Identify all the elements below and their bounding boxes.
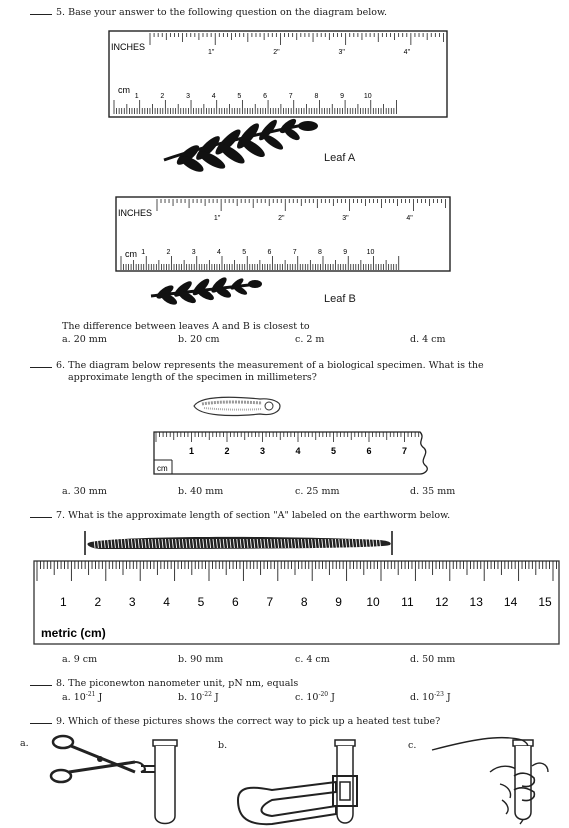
question-text: Base your answer to the following question on the diagram below. xyxy=(68,7,387,18)
cm-tick-label: 2 xyxy=(166,249,171,256)
leaf-b-label: Leaf B xyxy=(324,293,356,305)
ruler-tick-label: 7 xyxy=(266,595,274,609)
answer-blank[interactable] xyxy=(30,516,52,518)
ruler-tick-label: 10 xyxy=(366,595,380,609)
q7-option-a[interactable]: a. 9 cm xyxy=(62,654,98,665)
ruler-tick-label: 13 xyxy=(469,595,483,609)
question-6-prompt-line2: approximate length of the specimen in millimeters? xyxy=(68,372,317,383)
q9-option-a-label[interactable]: a. xyxy=(20,738,29,749)
question-9-prompt xyxy=(30,716,440,727)
cm-tick-label: 2 xyxy=(160,93,165,100)
ruler-tick-label: 1 xyxy=(188,446,195,456)
q5-option-b[interactable]: b. 20 cm xyxy=(178,334,220,345)
ruler-tick-label: 6 xyxy=(366,446,372,456)
q8-option-a[interactable]: a. $10^{-21}$ J xyxy=(62,691,103,704)
q9-option-c-label[interactable]: c. xyxy=(408,740,417,751)
cm-tick-label: 7 xyxy=(288,93,293,100)
question-text: What is the approximate length of section "A" labeled on the earthworm below. xyxy=(68,510,451,521)
answer-blank[interactable] xyxy=(30,722,52,724)
cm-tick-label: 4 xyxy=(211,93,216,100)
ruler-tick-label: 7 xyxy=(401,446,408,456)
cm-tick-label: 6 xyxy=(267,249,272,256)
leaf-b-image xyxy=(145,272,265,308)
answer-blank[interactable] xyxy=(30,366,52,368)
question-number: 5. xyxy=(56,7,66,18)
cm-tick-label: 6 xyxy=(263,93,268,100)
q6-option-b[interactable]: b. 40 mm xyxy=(178,486,224,497)
leaf-a-image xyxy=(158,100,328,180)
ruler-unit: cm xyxy=(157,464,168,473)
question-text: The piconewton nanometer unit, pN nm, equals xyxy=(68,678,299,689)
cm-tick-label: 5 xyxy=(237,93,242,100)
question-5-text: The difference between leaves A and B is closest to xyxy=(62,321,310,332)
ruler-tick-label: 5 xyxy=(197,595,205,609)
question-text: The diagram below represents the measurement of a biological specimen. What is the xyxy=(68,360,484,371)
inch-tick-label: 4" xyxy=(403,49,411,56)
ruler-tick-label: 12 xyxy=(435,595,449,609)
ruler-tick-label: 1 xyxy=(60,595,67,609)
question-number: 8. xyxy=(56,678,66,689)
answer-blank[interactable] xyxy=(30,13,52,15)
inches-label: INCHES xyxy=(118,208,153,218)
ruler-tick-label: 3 xyxy=(259,446,266,456)
leaf-a-label: Leaf A xyxy=(324,152,356,164)
q6-option-d[interactable]: d. 35 mm xyxy=(410,486,456,497)
cm-tick-label: 10 xyxy=(363,93,372,100)
question-8-prompt xyxy=(30,678,298,689)
cm-tick-label: 1 xyxy=(134,93,139,100)
q5-option-a[interactable]: a. 20 mm xyxy=(62,334,107,345)
question-number: 9. xyxy=(56,716,66,727)
ruler-tick-label: 15 xyxy=(538,595,552,609)
cm-label: cm xyxy=(125,249,137,259)
question-6-prompt xyxy=(30,360,484,371)
q8-option-b[interactable]: b. $10^{-22}$ J xyxy=(178,691,219,704)
ruler-unit-label: metric (cm) xyxy=(41,626,106,640)
cm-tick-label: 9 xyxy=(343,249,348,256)
cm-tick-label: 5 xyxy=(242,249,247,256)
cm-tick-label: 3 xyxy=(186,93,190,100)
ruler-tick-label: 2 xyxy=(224,446,230,456)
inches-label: INCHES xyxy=(111,42,146,52)
ruler-tick-label: 3 xyxy=(128,595,136,609)
metric-ruler xyxy=(33,560,563,646)
cm-tick-label: 3 xyxy=(191,249,196,256)
q5-option-c[interactable]: c. 2 m xyxy=(295,334,325,345)
q7-option-c[interactable]: c. 4 cm xyxy=(295,654,330,665)
ruler-tick-label: 2 xyxy=(94,595,102,609)
cm-tick-label: 1 xyxy=(141,249,146,256)
ruler-tick-label: 9 xyxy=(335,595,342,609)
q9-option-b-label[interactable]: b. xyxy=(218,740,228,751)
question-text: Which of these pictures shows the correct way to pick up a heated test tube? xyxy=(68,716,441,727)
cm-tick-label: 4 xyxy=(217,249,221,256)
answer-blank[interactable] xyxy=(30,684,52,686)
specimen-image xyxy=(190,392,286,422)
inch-tick-label: 1" xyxy=(208,49,215,56)
cm-tick-label: 7 xyxy=(292,249,297,256)
earthworm-image xyxy=(80,528,400,558)
inch-tick-label: 1" xyxy=(213,215,221,222)
ruler-tick-label: 5 xyxy=(330,446,337,456)
q7-option-d[interactable]: d. 50 mm xyxy=(410,654,456,665)
q6-option-a[interactable]: a. 30 mm xyxy=(62,486,107,497)
ruler-tick-label: 11 xyxy=(401,595,414,609)
ruler-tick-label: 8 xyxy=(300,595,308,609)
q9-picture-c-hand[interactable] xyxy=(430,732,562,828)
q5-option-d[interactable]: d. 4 cm xyxy=(410,334,446,345)
q8-option-c[interactable]: c. $10^{-20}$ J xyxy=(295,691,335,704)
inch-tick-label: 3" xyxy=(338,49,345,56)
ruler-tick-label: 6 xyxy=(232,595,239,609)
q9-picture-b-holder[interactable] xyxy=(232,736,372,828)
question-7-prompt xyxy=(30,510,450,521)
cm-label: cm xyxy=(118,85,130,95)
cm-tick-label: 8 xyxy=(314,93,319,100)
question-5-prompt xyxy=(30,7,387,18)
ruler-b xyxy=(115,196,455,272)
specimen-ruler xyxy=(150,430,435,476)
q8-option-d[interactable]: d. $10^{-23}$ J xyxy=(410,691,451,704)
cm-tick-label: 9 xyxy=(340,93,345,100)
q7-option-b[interactable]: b. 90 mm xyxy=(178,654,224,665)
question-number: 6. xyxy=(56,360,66,371)
ruler-tick-label: 4 xyxy=(295,446,301,456)
cm-tick-label: 8 xyxy=(318,249,322,256)
ruler-tick-label: 14 xyxy=(503,595,518,609)
q9-picture-a-tongs[interactable] xyxy=(45,732,195,828)
inch-tick-label: 2" xyxy=(278,215,285,222)
inch-tick-label: 4" xyxy=(406,215,413,222)
ruler-tick-label: 4 xyxy=(163,595,170,609)
inch-tick-label: 3" xyxy=(342,215,349,222)
inch-tick-label: 2" xyxy=(273,49,280,56)
q6-option-c[interactable]: c. 25 mm xyxy=(295,486,340,497)
cm-tick-label: 10 xyxy=(366,249,375,256)
question-number: 7. xyxy=(56,510,66,521)
